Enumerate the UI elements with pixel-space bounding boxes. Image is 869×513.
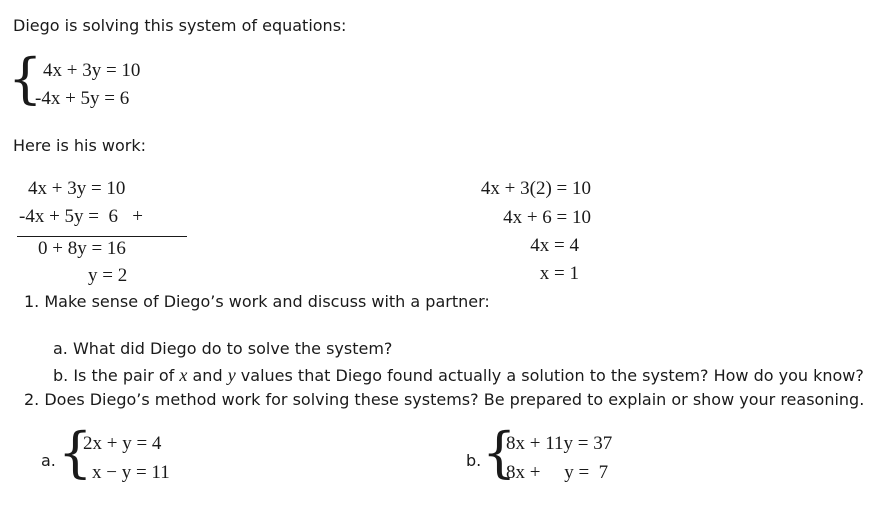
system-a-equation-1: 2x + y = 4: [83, 433, 162, 454]
question-1b-x: x: [179, 365, 188, 385]
question-1b-y: y: [227, 365, 236, 385]
work-intro-text: Here is his work:: [13, 136, 147, 155]
right-work-line-1: 4x + 3(2) = 10: [480, 178, 591, 199]
left-work-line-1: 4x + 3y = 10: [28, 178, 126, 199]
system-a-label: a.: [41, 451, 56, 470]
system-b-equation-1: 8x + 11y = 37: [506, 433, 613, 454]
left-work-line-3: 0 + 8y = 16: [38, 238, 126, 259]
question-1-text: Make sense of Diego’s work and discuss with a partner:: [44, 292, 490, 311]
question-2-number: 2.: [24, 390, 40, 409]
right-work-line-4: x = 1: [539, 263, 579, 284]
left-work-line-4: y = 2: [88, 265, 128, 286]
question-1: [24, 292, 490, 311]
intro-text: Diego is solving this system of equations:: [13, 16, 347, 35]
question-1a: a. What did Diego do to solve the system?: [53, 339, 393, 358]
left-work-line-2: -4x + 5y = 6 +: [19, 206, 143, 227]
question-1b-post: values that Diego found actually a solution to the system? How do you know?: [240, 366, 864, 385]
system-b-equation-2: 8x + y = 7: [506, 462, 609, 483]
question-1-number: 1.: [24, 292, 40, 311]
question-1b-and: and: [192, 366, 223, 385]
system-a-equation-2: x − y = 11: [92, 462, 170, 483]
system-b-brace-icon: {: [482, 421, 517, 484]
system-equation-1: 4x + 3y = 10: [43, 60, 141, 81]
left-brace-icon: {: [8, 47, 43, 110]
question-1b-pre: b. Is the pair of: [53, 366, 175, 385]
question-2: [24, 390, 864, 409]
right-work-line-2: 4x + 6 = 10: [503, 207, 591, 228]
question-2-text: Does Diego’s method work for solving these systems? Be prepared to explain or show your reasoning.: [44, 390, 865, 409]
system-b-label: b.: [466, 451, 482, 470]
right-work-line-3: 4x = 4: [530, 235, 579, 256]
system-a-brace-icon: {: [58, 421, 93, 484]
system-equation-2: -4x + 5y = 6: [35, 88, 130, 109]
question-1b: [53, 365, 864, 386]
sum-rule-divider: [17, 236, 187, 237]
